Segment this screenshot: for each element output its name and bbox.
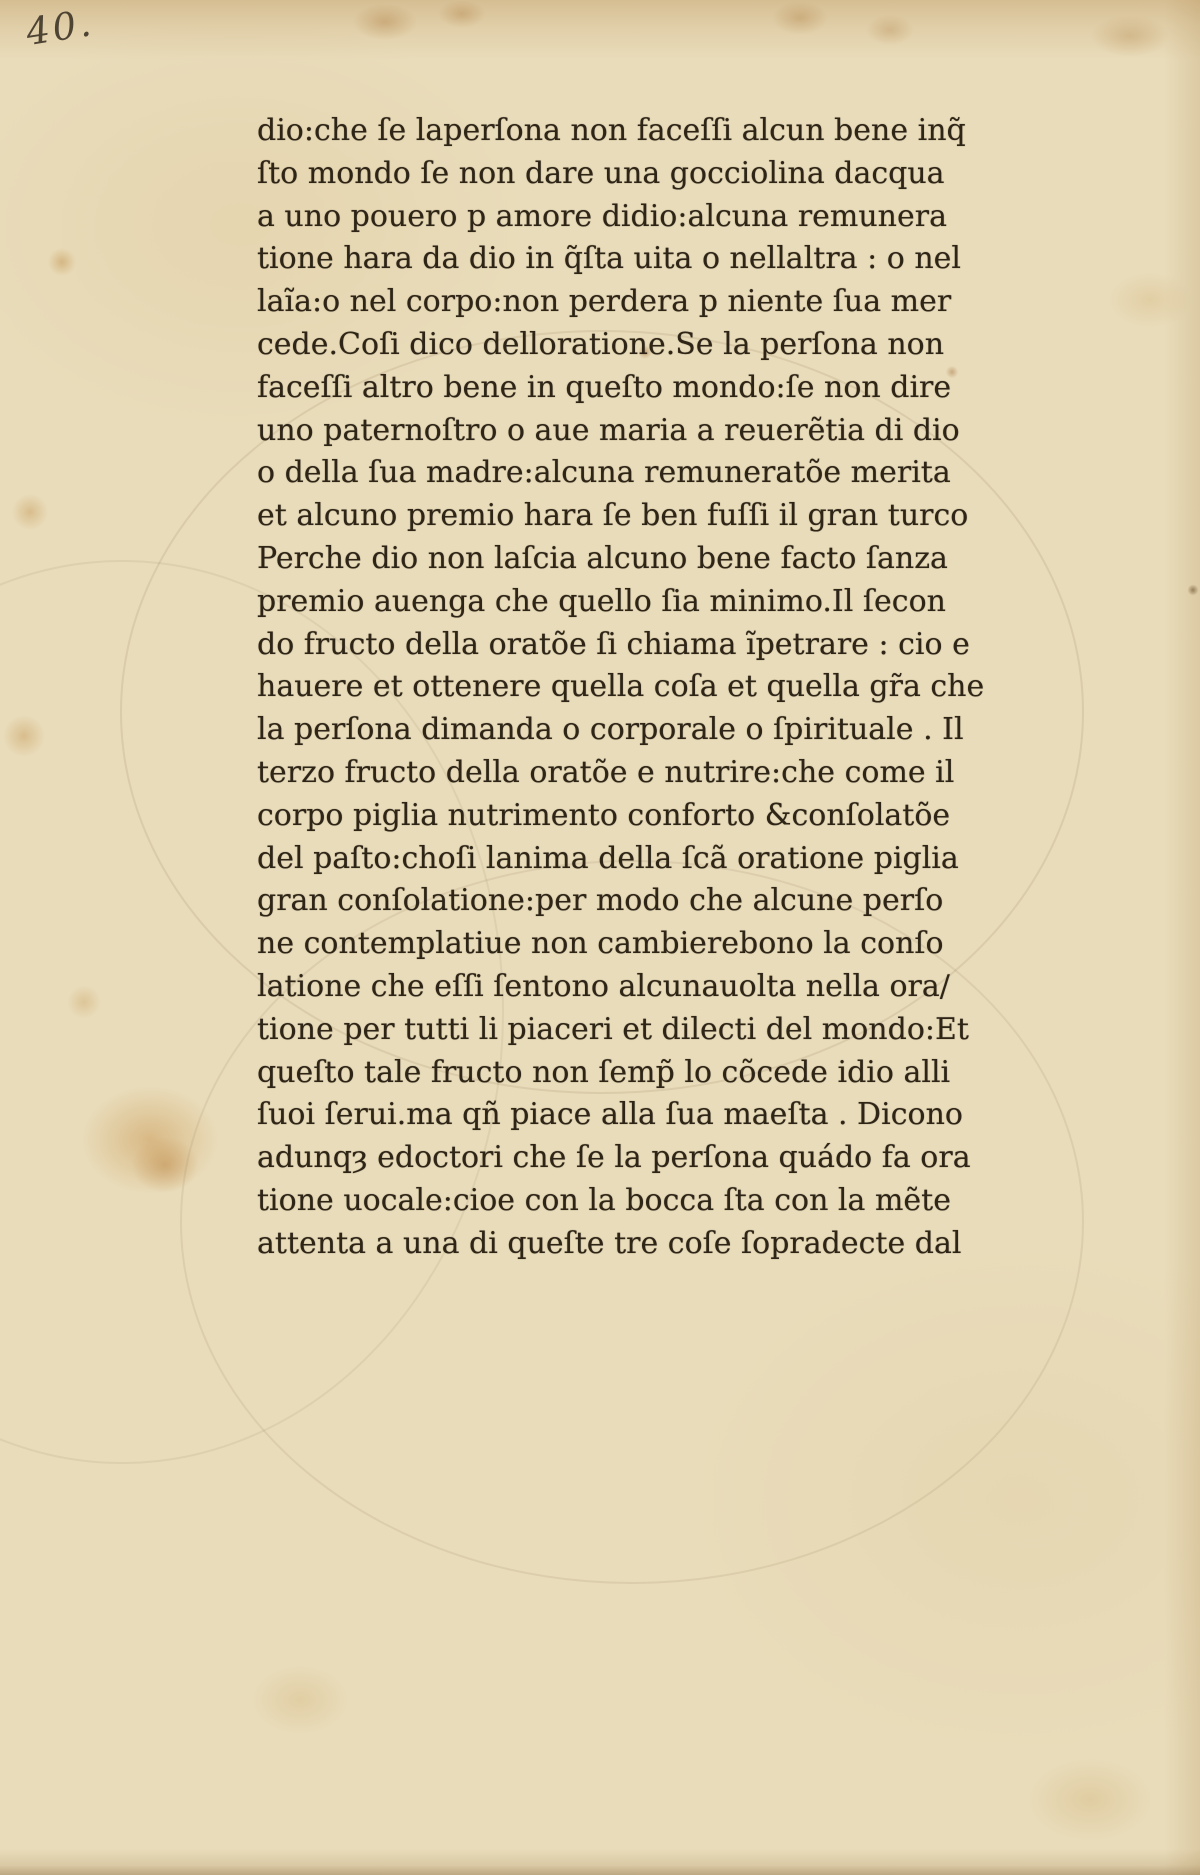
text-line: ſuoi ſerui.ma qñ piace alla ſua maeſta . Dicono xyxy=(257,1097,963,1133)
text-line: do fructo della oratõe ſi chiama ĩpetrare : cio e xyxy=(257,626,970,662)
text-line: corpo piglia nutrimento conforto &conſolatõe xyxy=(257,797,951,833)
text-line: tione per tutti li piaceri et dilecti del mondo:Et xyxy=(257,1011,969,1047)
text-line: laĩa:o nel corpo:non perdera p niente ſua mer xyxy=(257,284,952,320)
text-line: gran conſolatione:per modo che alcune perſo xyxy=(257,883,944,919)
text-line: Perche dio non laſcia alcuno bene facto ſanza xyxy=(257,540,948,576)
text-line: attenta a una di queſte tre coſe ſopradecte dal xyxy=(257,1225,962,1261)
text-line: del paſto:choſi lanima della ſcã oratione piglia xyxy=(257,840,959,876)
text-line: latione che eſſi ſentono alcunauolta nella ora/ xyxy=(257,968,950,1004)
text-line: tione uocale:cioe con la bocca ſta con la mẽte xyxy=(257,1182,951,1218)
text-line: faceſſi altro bene in queſto mondo:ſe non dire xyxy=(257,369,952,405)
text-line: ſto mondo ſe non dare una gocciolina dacqua xyxy=(257,155,945,191)
text-line: dio:che ſe laperſona non faceſſi alcun bene inq̃ xyxy=(257,113,966,148)
text-line: premio auenga che quello ſia minimo.Il ſecon xyxy=(257,583,946,619)
text-line: uno paternoſtro o aue maria a reuerẽtia di dio xyxy=(257,412,960,448)
text-line: ne contemplatiue non cambierebono la conſo xyxy=(257,926,944,962)
text-line: et alcuno premio hara ſe ben fuſſi il gran turco xyxy=(257,498,969,534)
text-line: terzo fructo della oratõe e nutrire:che come il xyxy=(257,754,955,790)
text-line: cede.Coſi dico delloratione.Se la perſona non xyxy=(257,326,945,362)
text-line: tione hara da dio in q̃ſta uita o nellaltra : o nel xyxy=(257,241,962,277)
text-line: o della ſua madre:alcuna remuneratõe merita xyxy=(257,455,951,491)
folio-number-handwritten: 40. xyxy=(23,0,97,55)
text-line: hauere et ottenere quella coſa et quella gr̃a che xyxy=(257,669,985,705)
text-line: a uno pouero p amore didio:alcuna remunera xyxy=(257,198,947,234)
printed-text-block xyxy=(257,110,985,1266)
text-line: la perſona dimanda o corporale o ſpirituale . Il xyxy=(257,712,964,748)
text-line: adunqȝ edoctori che ſe la perſona quádo fa ora xyxy=(257,1140,971,1176)
text-line: queſto tale fructo non ſemp̃ lo cõcede idio alli xyxy=(257,1054,951,1090)
